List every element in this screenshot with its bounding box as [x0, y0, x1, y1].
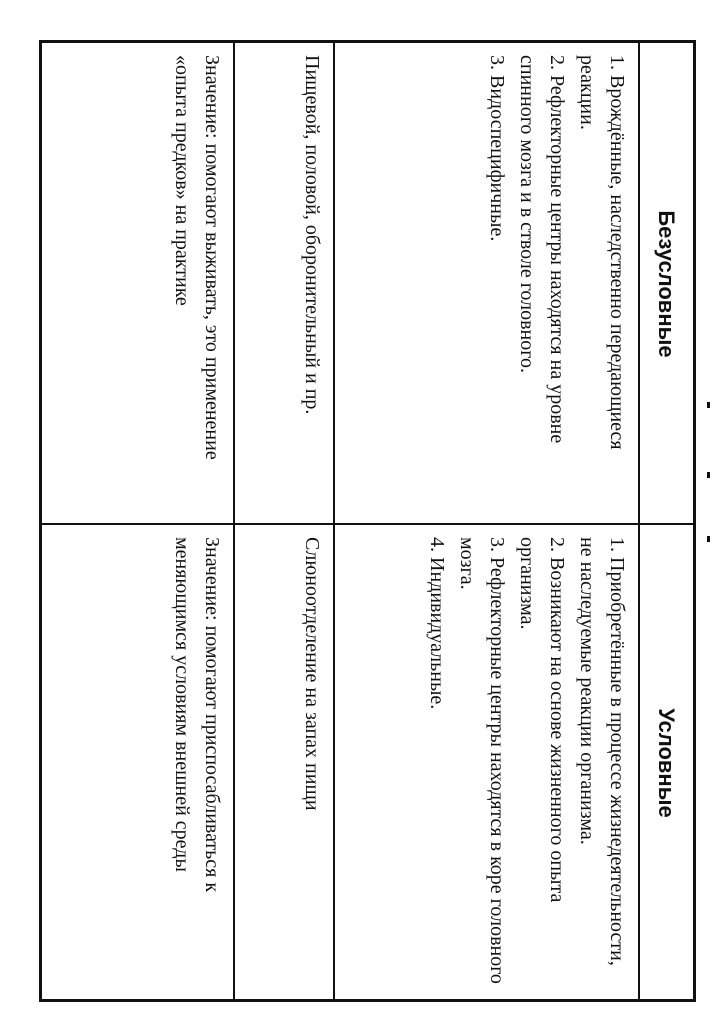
cell-conditioned-properties: 1. Приобретённые в процессе жизнедеятельности, не наследуемые реакции организма. 2. Возникают на основе жизненного опыта организма. 3. Рефлекторные центры находятся в коре головного мозга. 4. Индивидуальные. — [426, 537, 628, 984]
header-unconditioned: Безусловные — [640, 43, 693, 525]
table-row — [42, 43, 233, 999]
table-row — [233, 43, 333, 999]
cell-conditioned-examples: Слюноотделение на запах пищи — [301, 537, 323, 811]
cell-unconditioned-significance: Значение: помогают выживать, это применение «опыта предков» на практике — [42, 43, 233, 525]
table-header-row — [638, 43, 693, 999]
cell-unconditioned-properties: 1. Врождённые, наследственно передающиеся реакции. 2. Рефлекторные центры находятся на уровне спинного мозга и в стволе головного. 3. Видоспецифичные. — [335, 43, 638, 525]
cell-conditioned-significance: Значение: помогают приспосабливаться к меняющимся условиям внешней среды — [171, 537, 223, 893]
cell-unconditioned-examples: Пищевой, половой, оборонительный и пр. — [235, 43, 333, 525]
reflex-comparison-table — [39, 40, 696, 1002]
header-conditioned: Условные — [654, 708, 679, 818]
table-row — [333, 43, 638, 999]
